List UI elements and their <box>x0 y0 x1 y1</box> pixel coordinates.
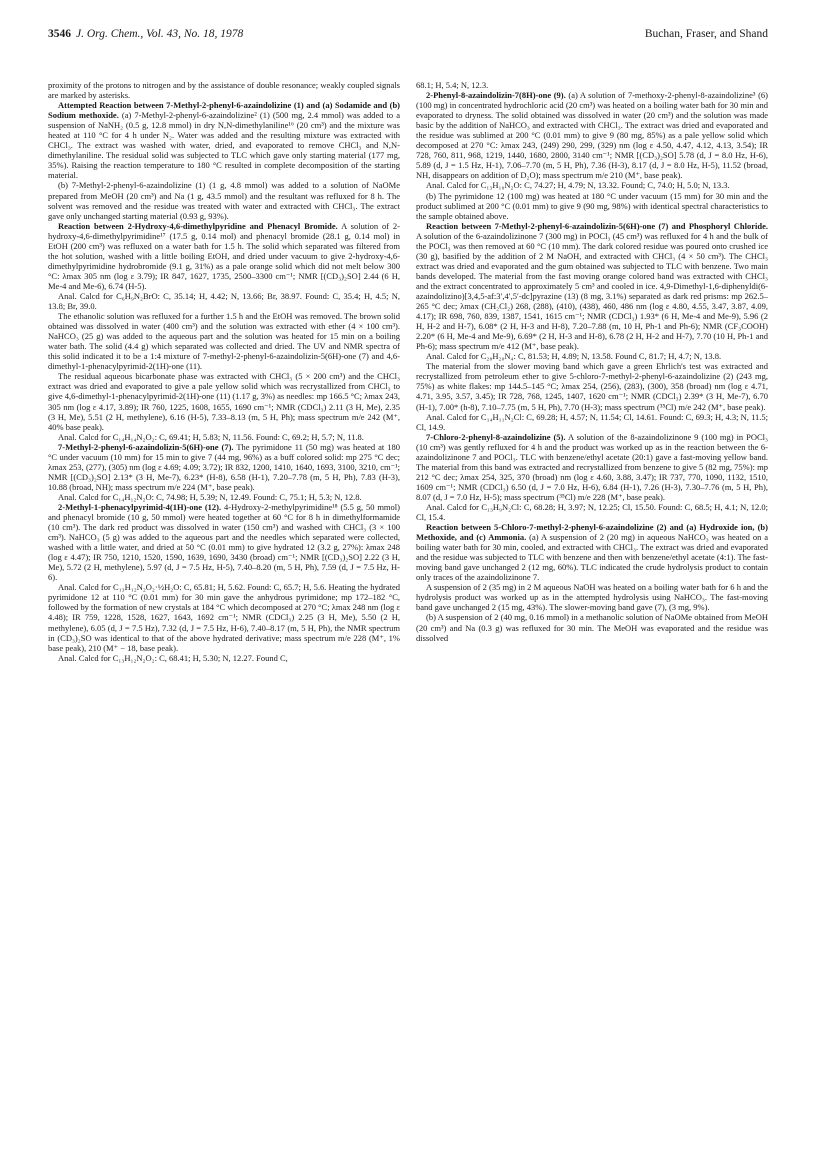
paragraph-text: A solution of the 8-azaindolizinone 9 (100 mg) in POCl₃ (10 cm³) was gently refluxed for 4 h and the product was worked up as in the reaction between the 6-azaindolizinone 7 and POCl₃. TLC with benzene/ethyl acetate (20:1) gave a fast-moving yellow band. The material from this band was extracted and recrystallized from benzene to give 5 (82 mg, 75%): mp 212 °C dec; λmax 254, 325, 370 (broad) nm (log ε 4.60, 3.88, 3.47); IR 737, 770, 1090, 1132, 1510, 1609 cm⁻¹; NMR (CDCl₃) 6.50 (d, J = 7.0 Hz, H-6), 6.84 (H-1), 7.26 (H-3), 7.30–7.76 (m, 5 H, Ph), 8.07 (d, J = 7.0 Hz, H-5); mass spectrum (³⁵Cl) m/e 228 (M⁺, base peak). <box>416 431 768 502</box>
paragraph-text: A suspension of 2 (35 mg) in 2 M aqueous NaOH was heated on a boiling water bath for 6 h and the hydrolysis product was worked up as in the attempted hydrolysis using NaHCO₃. The fast-moving band gave unchanged 2 (15 mg, 43%). The slower-moving band gave (7), (3 mg, 9%). <box>416 582 768 613</box>
paragraph <box>48 492 400 502</box>
paragraph <box>48 442 400 492</box>
paragraph <box>416 351 768 361</box>
paragraph-text: Anal. Calcd for C₁₃H₉N₂Cl: C, 68.28; H, 3.97; N, 12.25; Cl, 15.50. Found: C, 68.5; H, 4.1; N, 12.0; Cl, 15.4. <box>416 501 768 523</box>
paragraph <box>416 522 768 582</box>
paragraph <box>48 582 400 652</box>
paragraph <box>48 221 400 291</box>
paragraph-text: (b) A suspension of 2 (40 mg, 0.16 mmol) in a methanolic solution of NaOMe obtained from MeOH (20 cm³) and Na (0.3 g) was refluxed for 30 min. The MeOH was evaporated and the residue was dissolved <box>416 612 768 643</box>
paragraph-text: (a) A suspension of 2 (20 mg) in aqueous NaHCO₃ was heated on a boiling water bath for 30 min, cooled, and extracted with CHCl₃. The extract was dried and evaporated and the residue was subjected to TLC with benzene and then with benzene/ethyl acetate (4:1). The fast-moving band gave unchanged 2 (12 mg, 60%). TLC indicated the crude hydrolysis product to contain only traces of the azaindolizinone 7. <box>416 532 768 583</box>
paragraph <box>416 80 768 90</box>
paragraph-text: The pyrimidone 11 (50 mg) was heated at 180 °C under vacuum (10 mm) for 15 min to give 7 (44 mg, 96%) as a buff colored solid: mp 275 °C dec; λmax 253, (277), (305) nm (log ε 4.69; 4.09; 3.72); IR 832, 1200, 1410, 1640, 1693, 3100, 3210, cm⁻¹; NMR [(CD₃)₂SO] 2.13* (3 H, Me-7), 6.23* (H-8), 6.58 (H-1), 7.20–7.78 (m, 5 H, Ph), 7.83 (H-3), 10.88 (broad, NH); mass spectrum m/e 224 (M⁺, base peak). <box>48 441 400 492</box>
paragraph-text: The ethanolic solution was refluxed for a further 1.5 h and the EtOH was removed. The brown solid obtained was dissolved in water (400 cm³) and the solution was extracted with ether (4 × 100 cm³). NaHCO₃ (25 g) was added to the aqueous part and the solution was heated for 15 min on a boiling water bath. The solid (4.4 g) which separated was collected and dried. The UV and NMR spectra of this solid indicated it to be a 1:4 mixture of 7-methyl-2-phenyl-6-azaindolizin-5(6H)-one (7) and 4,6-dimethyl-1-phenacylpyrimid-2(1H)-one (11). <box>48 311 400 372</box>
section-heading: Reaction between 2-Hydroxy-4,6-dimethylpyridine and Phenacyl Bromide. <box>58 220 338 231</box>
section-heading: Attempted Reaction between 7-Methyl-2-phenyl-6-azaindolizine (1) and (a) Sodamide and (b) Sodium methoxide. <box>48 100 400 121</box>
paragraph <box>48 311 400 371</box>
section-heading: Reaction between 5-Chloro-7-methyl-2-phenyl-6-azaindolizine (2) and (a) Hydroxide ion, (b) Methoxide, and (c) Ammonia. <box>416 522 768 543</box>
paragraph-text: (a) 7-Methyl-2-phenyl-6-azaindolizine² (1) (500 mg, 2.4 mmol) was added to a suspension of NaNH₂ (0.5 g, 12.8 mmol) in dry N,N-dimethylaniline¹⁶ (20 cm³) and the mixture was heated at 110 °C for 4 h under N₂. Water was added and the resulting mixture was extracted with CHCl₃. The extract was washed with water, dried, and evaporated to remove CHCl₃ and N,N-dimethylaniline. The residual solid was subjected to TLC which gave only starting material (177 mg, 35%). Raising the reaction temperature to 180 °C resulted in complete decomposition of the starting material. <box>48 110 400 181</box>
paragraph <box>416 191 768 221</box>
left-text-column <box>48 80 400 663</box>
paragraph-text: (b) 7-Methyl-2-phenyl-6-azaindolizine (1) (1 g, 4.8 mmol) was added to a solution of NaOMe prepared from MeOH (20 cm³) and Na (1 g, 43.5 mmol) and the resultant was refluxed for 8 h. The solvent was removed and the residue was treated with water and extracted with CHCl₃. The extract gave only unchanged starting material (0.93 g, 93%). <box>48 180 400 221</box>
paragraph-text: 4-Hydroxy-2-methylpyrimidine¹⁸ (5.5 g, 50 mmol) and phenacyl bromide (10 g, 50 mmol) were heated together at 60 °C for 8 h in dimethylformamide (10 cm³). The dark red product was dissolved in water (150 cm³) and washed with CHCl₃ (3 × 100 cm³). NaHCO₃ (5 g) was added to the aqueous part and the needles which separated were collected, washed with a little water, and dried at 50 °C (0.01 mm) to give hydrated 12 (3.2 g, 27%): λmax 248 (log ε 4.47); IR 750, 1210, 1520, 1590, 1639, 1690, 3430 (broad) cm⁻¹; NMR [(CD₃)₂SO] 2.22 (3 H, Me), 5.72 (2 H, methylene), 5.97 (d, J = 7.5 Hz, H-5), 7.40–8.20 (m, 5 H, Ph), 7.59 (d, J = 7.5 Hz, H-6). <box>48 501 400 583</box>
paragraph-text: (b) The pyrimidone 12 (100 mg) was heated at 180 °C under vacuum (15 mm) for 30 min and the product sublimed at 200 °C (0.01 mm) to give 9 (90 mg, 98%) with identical spectral characteristics to the sample obtained above. <box>416 190 768 221</box>
paragraph <box>48 502 400 582</box>
paragraph <box>416 90 768 180</box>
running-header <box>48 28 768 48</box>
paragraph-text: A solution of the 6-azaindolizinone 7 (300 mg) in POCl₃ (45 cm³) was refluxed for 4 h and the bulk of the POCl₃ was then removed at 60 °C (10 mm). The dark colored residue was poured onto crushed ice (30 g), basified by the addition of 2 M NaOH, and extracted with CHCl₃ (4 × 50 cm³). The CHCl₃ extract was dried and evaporated and the gum obtained was subjected to TLC with benzene. Two main bands developed. The material from the fast moving orange colored band was extracted with CHCl₃ and the extract concentrated to approximately 5 cm³ and cooled in ice. 4,9-Dimethyl-1,6-diphenyldi(6-azaindolizino)[3,4,5-af:3′,4′,5′-dc]pyrazine (13) (8 mg, 3.1%) separated as dark red prisms: mp 262.5–265 °C dec; λmax (CH₂Cl₂) 268, (288), (410), (438), 460, 486 nm (log ε 4.80, 4.55, 3.47, 3.87, 4.09, 4.17); IR 698, 760, 839, 1387, 1541, 1615 cm⁻¹; NMR (CDCl₃) 1.93* (6 H, Me-4 and Me-9), 5.96 (2 H, H-2 and H-7), 6.08* (2 H, H-3 and H-8), 7.20–7.88 (m, 10 H, Ph-1 and Ph-6); NMR (CF₃COOH) 2.20* (6 H, Me-4 and Me-9), 6.69* (2 H, H-3 and H-8), 6.78 (2 H, H-2 and H-7), 7.70 (10 H, Ph-1 and Ph-6); mass spectrum m/e 412 (M⁺, base peak). <box>416 230 768 352</box>
section-heading: 7-Chloro-2-phenyl-8-azaindolizine (5). <box>426 431 566 442</box>
paragraph <box>416 221 768 352</box>
paragraph <box>48 80 400 100</box>
paragraph-text: Anal. Calcd for C₁₄H₁₁N₂Cl: C, 69.28; H, 4.57; N, 11.54; Cl, 14.61. Found: C, 69.3; H, 4.3; N, 11.5; Cl, 14.9. <box>416 411 768 432</box>
paragraph-text: Anal. Calcd for C₁₄H₁₂N₂O: C, 74.98; H, 5.39; N, 12.49. Found: C, 75.1; H, 5.3; N, 12.8. <box>58 491 362 502</box>
paragraph-text: Anal. Calcd for C₆H₉N₂BrO: C, 35.14; H, 4.42; N, 13.66; Br, 38.97. Found: C, 35.4; H, 4.5; N, 13.8; Br, 39.0. <box>48 290 400 312</box>
paragraph-text: (a) A solution of 7-methoxy-2-phenyl-8-azaindolizine³ (6) (100 mg) in concentrated hydrochloric acid (20 cm³) was heated on a boiling water bath for 30 min and evaporated to dryness. The solid obtained was dissolved in water (20 cm³) and the solution was made basic by the addition of NaHCO₃ and extracted with CHCl₃. The extract was dried and evaporated and the residue was sublimed at 200 °C (0.01 mm) to give 9 (80 mg, 85%) as a pale yellow solid which decomposed at 270 °C: λmax 243, (249) 290, 299, (329) nm (log ε 4.50, 4.47, 4.12, 4.13, 3.54); IR 728, 760, 811, 968, 1219, 1440, 1680, 2800, 3140 cm⁻¹; NMR [(CD₃)₂SO] 5.78 (d, J = 8.0 Hz, H-6), 5.89 (d, J = 1.5 Hz, H-1), 7.06–7.70 (m, 5 H, Ph), 7.36 (H-3), 8.17 (d, J = 8.0 Hz, H-5), 11.52 (broad, NH, disappears on addition of D₂O); mass spectrum m/e 210 (M⁺, base peak). <box>416 90 768 181</box>
section-heading: 2-Methyl-1-phenacylpyrimid-4(1H)-one (12). <box>58 501 222 512</box>
running-authors: Buchan, Fraser, and Shand <box>644 28 768 40</box>
paragraph-text: Anal. Calcd for C₁₃H₁₂N₂O₂: C, 68.41; H, 5.30; N, 12.27. Found C, <box>58 652 288 663</box>
paragraph-text: proximity of the protons to nitrogen and by the assistance of double resonance; weakly coupled signals are marked by asterisks. <box>48 80 400 101</box>
paragraph <box>416 612 768 642</box>
paragraph-text: A solution of 2-hydroxy-4,6-dimethylpyrimidine¹⁷ (17.5 g, 0.14 mol) and phenacyl bromide (28.1 g, 0.14 mol) in EtOH (200 cm³) was refluxed on a water bath for 1.5 h. The solid which separated was filtered from the hot solution, washed with a little boiling EtOH, and dried under vacuum to give 2-hydroxy-4,6-dimethylpyrimidine hydrobromide (9.1 g, 31%) as a pale orange solid which did not melt below 300 °C: λmax 305 nm (log ε 3.79); IR 847, 1627, 1735, 2500–3300 cm⁻¹; NMR [(CD₃)₂SO] 2.44 (6 H, Me-4 and Me-6), 6.74 (H-5). <box>48 220 400 291</box>
paragraph-text: Anal. Calcd for C₁₄H₁₄N₂O₂: C, 69.41; H, 5.83; N, 11.56. Found: C, 69.2; H, 5.7; N, 11.8. <box>58 431 364 442</box>
paragraph <box>48 180 400 220</box>
paragraph <box>48 653 400 663</box>
paragraph <box>416 412 768 432</box>
paragraph-text: The material from the slower moving band which gave a green Ehrlich's test was extracted and recrystallized from petroleum ether to give 5-chloro-7-methyl-2-phenyl-6-azaindolizine (2) (243 mg, 75%) as white flakes: mp 144.5–145 °C; λmax 254, (256), (283), (300), 358 (broad) nm (log ε 4.71, 4.71, 3.95, 3.57, 3.45); IR 728, 768, 1245, 1407, 1620 cm⁻¹; NMR (CDCl₃) 2.39* (3 H, Me-7), 6.70 (H-1), 7.00* (h-8), 7.10–7.75 (m, 5 H, Ph), 7.70 (H-3); mass spectrum (³⁵Cl) m/e 242 (M⁺, base peak). <box>416 361 768 412</box>
paragraph <box>48 432 400 442</box>
paragraph-text: The residual aqueous bicarbonate phase was extracted with CHCl₃ (5 × 200 cm³) and the CHCl₃ extract was dried and evaporated to give a pale yellow solid which was recrystallized from CHCl₃ to give 4,6-dimethyl-1-phenacylpyrimid-2(1H)-one (11) (1.17 g, 3%) as needles: mp 166.5 °C; λmax 243, 305 nm (log ε 4.17, 3.89); IR 760, 1225, 1608, 1655, 1690 cm⁻¹; NMR (CDCl₃) 2.11 (3 H, Me), 2.35 (3 H, Me), 5.51 (2 H, methylene), 6.16 (H-5), 7.33–8.13 (m, 5 H, Ph); mass spectrum m/e 242 (M⁺, 40% base peak). <box>48 371 400 432</box>
paragraph <box>416 180 768 190</box>
paragraph-text: Anal. Calcd for C₁₃H₁₂N₂O₂·½H₂O: C, 65.81; H, 5.62. Found: C, 65.7; H, 5.6. Heating the hydrated pyrimidone 12 at 110 °C (0.01 mm) for 30 min gave the anhydrous pyrimidone; mp 172–182 °C, followed by the formation of new crystals at 184 °C which decomposed at 270 °C; λmax 248 nm (log ε 4.48); IR 759, 1228, 1528, 1627, 1643, 1692 cm⁻¹; NMR (CDCl₃) 2.25 (3 H, Me), 5.50 (2 H, methylene), 6.05 (d, J = 7.5 Hz), 7.32 (d, J = 7.5 Hz, H-6), 7.40–8.17 (m, 5 H, Ph), the NMR spectrum in (CD₃)₂SO was identical to that of the above hydrated derivative; mass spectrum m/e 228 (M⁺, 1% base peak), 210 (M⁺ − 18, base peak). <box>48 582 400 653</box>
journal-citation: J. Org. Chem., Vol. 43, No. 18, 1978 <box>76 28 244 40</box>
paragraph <box>48 291 400 311</box>
paragraph <box>48 371 400 431</box>
paragraph <box>416 361 768 411</box>
section-heading: 7-Methyl-2-phenyl-6-azaindolizin-5(6H)-one (7). <box>58 441 234 452</box>
paragraph <box>416 432 768 502</box>
paragraph <box>416 582 768 612</box>
right-text-column <box>416 80 768 643</box>
paragraph-text: Anal. Calcd for C₂₈H₂₀N₄: C, 81.53; H, 4.89; N, 13.58. Found C, 81.7; H, 4.7; N, 13.8. <box>426 351 722 362</box>
page-number: 3546 <box>48 28 71 40</box>
section-heading: Reaction between 7-Methyl-2-phenyl-6-azaindolizin-5(6H)-one (7) and Phosphoryl Chloride. <box>426 220 768 231</box>
paragraph <box>48 100 400 180</box>
paragraph <box>416 502 768 522</box>
paragraph-text: Anal. Calcd for C₁₃H₁₀N₂O: C, 74.27; H, 4.79; N, 13.32. Found; C, 74.0; H, 5.0; N, 13.3. <box>426 180 730 191</box>
section-heading: 2-Phenyl-8-azaindolizin-7(8H)-one (9). <box>426 90 566 101</box>
paragraph-text: 68.1; H, 5.4; N, 12.3. <box>416 80 489 90</box>
